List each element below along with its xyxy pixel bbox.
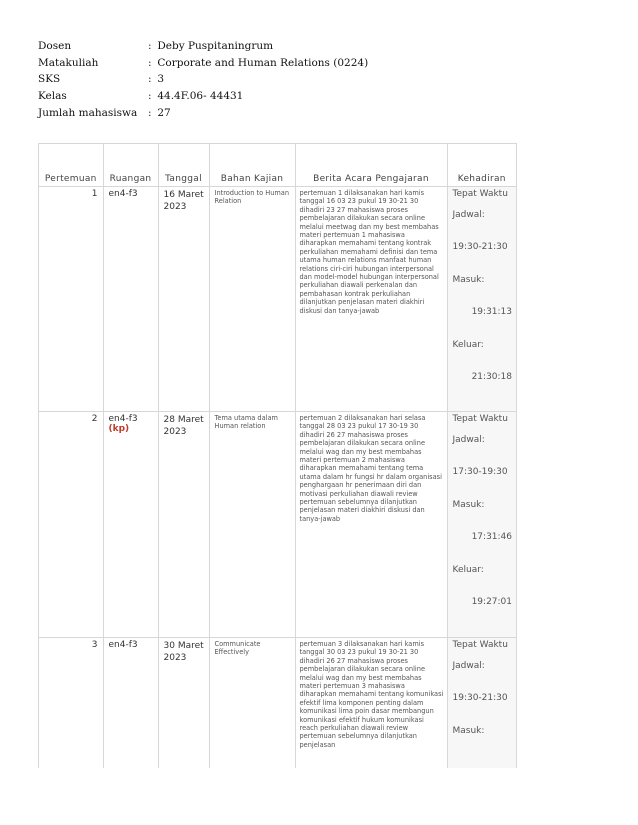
info-label: SKS (38, 73, 61, 86)
room-cell (103, 638, 158, 769)
schedule-time: 19:30-21:30 (452, 693, 508, 704)
table-row (39, 187, 516, 412)
topic-cell: Tema utama dalam Human relation (209, 412, 295, 638)
attendance-cell (447, 412, 516, 638)
room-name: en4-f3 (108, 414, 138, 424)
out-time: 19:27:01 (471, 596, 512, 607)
course-info (38, 38, 368, 121)
date-cell: 16 Maret 2023 (158, 187, 209, 412)
date-cell: 28 Maret 2023 (158, 412, 209, 638)
topic-cell: Communicate Effectively (209, 638, 295, 769)
info-row (38, 71, 368, 88)
header-bahan-kajian: Bahan Kajian (209, 144, 295, 187)
schedule-label: Jadwal: (452, 210, 485, 220)
description-cell: pertemuan 1 dilaksanakan hari kamis tanggal 16 03 23 pukul 19 30-21 30 dihadiri 23 27 mahasiswa proses pembelajaran dilakukan secara online melalui meetwag dan my best membahas materi pertemuan 1 mahasiswa diharapkan memahami tentang kontrak perkuliahan memahami definisi dan tema utama human relations manfaat human relations ciri-ciri hubungan interpersonal dan model-model hubungan interpersonal perkuliahan diawali perkenalan dan pembahasan kontrak perkuliahan dilanjutkan penjelasan materi diakhiri diskusi dan tanya-jawab (295, 187, 447, 412)
info-row (38, 105, 368, 122)
out-time: 21:30:18 (471, 371, 512, 382)
schedule-label: Jadwal: (452, 661, 485, 671)
table-row (39, 412, 516, 638)
room-cell (103, 187, 158, 412)
info-value: 3 (157, 73, 165, 86)
room-cell (103, 412, 158, 638)
in-label: Masuk: (452, 274, 485, 285)
info-label: Kelas (38, 90, 67, 103)
info-label: Dosen (38, 40, 72, 52)
room-name: en4-f3 (108, 640, 138, 650)
in-time (453, 758, 513, 768)
schedule-time: 19:30-21:30 (452, 242, 508, 253)
attendance-cell (447, 187, 516, 412)
table-row (39, 638, 516, 769)
in-time: 19:31:13 (471, 307, 512, 318)
attendance-table (39, 144, 516, 768)
out-label: Keluar: (452, 339, 484, 350)
info-colon: : (148, 73, 152, 86)
date-cell: 30 Maret 2023 (158, 638, 209, 769)
header-kehadiran: Kehadiran (447, 144, 516, 187)
info-value: 44.4F.06- 44431 (157, 90, 244, 103)
in-label: Masuk: (452, 725, 485, 736)
attendance-table-wrapper (38, 143, 517, 768)
description-cell: pertemuan 2 dilaksanakan hari selasa tanggal 28 03 23 pukul 17 30-19 30 dihadiri 26 27 mahasiswa proses pembelajaran dilakukan secara online melalui wag dan my best membahas materi pertemuan 2 mahasiswa diharapkan memahami tentang tema utama dalam hr fungsi hr dalam organisasi penghargaan hr penerimaan diri dan motivasi perkuliahan diawali review pertemuan sebelumnya dilanjutkan penjelasan materi diakhiri diskusi dan tanya-jawab (295, 412, 447, 638)
info-value: 27 (157, 106, 171, 119)
info-row (38, 88, 368, 105)
header-berita-acara: Berita Acara Pengajaran (295, 144, 447, 187)
in-time: 17:31:46 (471, 532, 512, 543)
attendance-status: Tepat Waktu (452, 414, 508, 424)
info-colon: : (148, 106, 152, 119)
header-pertemuan: Pertemuan (39, 144, 103, 187)
room-name: en4-f3 (108, 189, 138, 199)
info-row (38, 55, 368, 72)
room-tag: (kp) (108, 424, 130, 434)
meeting-number: 1 (39, 187, 103, 412)
description-cell: pertemuan 3 dilaksanakan hari kamis tanggal 30 03 23 pukul 19 30-21 30 dihadiri 26 27 mahasiswa proses pembelajaran dilakukan secara online melalui wag dan my best membahas materi pertemuan 3 mahasiswa diharapkan memahami tentang komunikasi efektif lima komponen penting dalam komunikasi lima poin dasar membangun komunikasi efektif hukum komunikasi reach perkuliahan diawali review pertemuan sebelumnya dilanjutkan penjelasan (295, 638, 447, 769)
attendance-status: Tepat Waktu (452, 189, 508, 199)
meeting-number: 2 (39, 412, 103, 638)
table-header-row (39, 144, 516, 187)
header-tanggal: Tanggal (158, 144, 209, 187)
info-colon: : (148, 56, 152, 69)
attendance-cell (447, 638, 516, 769)
info-label: Jumlah mahasiswa (38, 106, 138, 119)
out-label: Keluar: (452, 564, 484, 575)
info-label: Matakuliah (38, 56, 99, 69)
topic-cell: Introduction to Human Relation (209, 187, 295, 412)
attendance-status: Tepat Waktu (452, 640, 508, 650)
header-ruangan: Ruangan (103, 144, 158, 187)
info-row (38, 38, 368, 55)
info-colon: : (148, 40, 152, 52)
meeting-number: 3 (39, 638, 103, 769)
info-value: Deby Puspitaningrum (157, 40, 274, 52)
info-value: Corporate and Human Relations (0224) (157, 56, 369, 69)
schedule-label: Jadwal: (452, 435, 485, 445)
info-colon: : (148, 90, 152, 103)
schedule-time: 17:30-19:30 (452, 467, 508, 478)
in-label: Masuk: (452, 499, 485, 510)
